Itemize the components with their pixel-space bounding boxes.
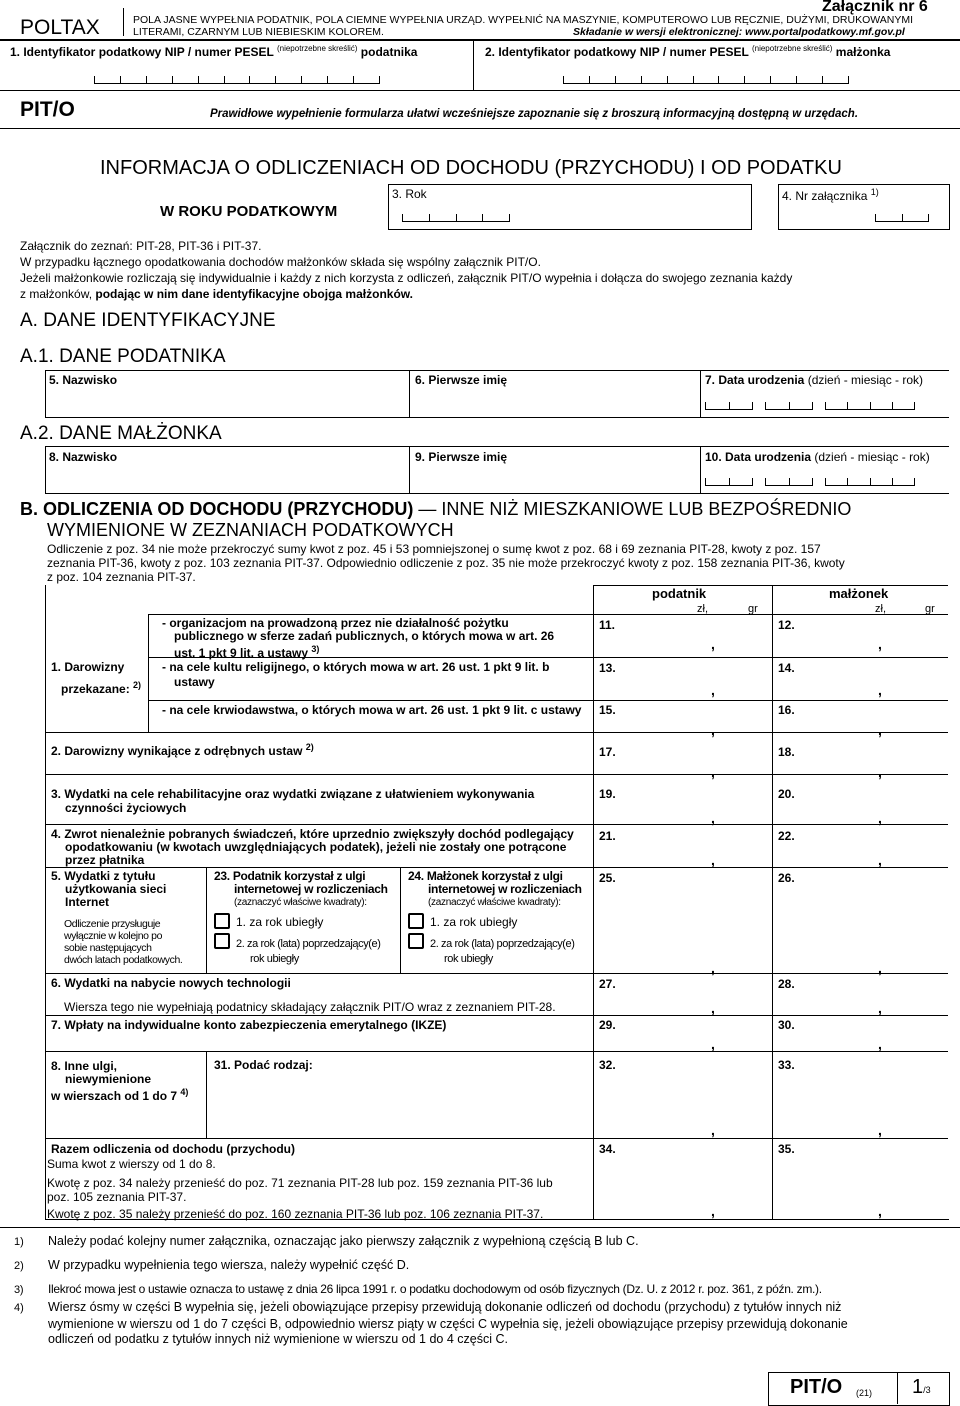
divider bbox=[148, 614, 149, 732]
rule bbox=[148, 614, 948, 615]
rule bbox=[45, 973, 948, 974]
pos-16: 16. bbox=[778, 703, 795, 717]
attachment-number: Załącznik nr 6 bbox=[822, 0, 928, 15]
pos-18: 18. bbox=[778, 745, 795, 759]
decimal-separator: , bbox=[711, 1000, 715, 1016]
pos-35: 35. bbox=[778, 1142, 795, 1156]
pos-30: 30. bbox=[778, 1018, 795, 1032]
pos-32: 32. bbox=[599, 1058, 616, 1072]
sum-title: Razem odliczenia od dochodu (przychodu) bbox=[51, 1142, 296, 1156]
sum-note-3: Kwotę z poz. 35 należy przenieść do poz. 160 zeznania PIT-36 lub poz. 106 zeznania PIT-37. bbox=[47, 1207, 544, 1221]
field-31-label: 31. Podać rodzaj: bbox=[214, 1058, 313, 1072]
divider bbox=[206, 1051, 207, 1138]
electronic-filing: Składanie w wersji elektronicznej: www.portalpodatkowy.mf.gov.pl bbox=[573, 26, 905, 38]
section-b-title-2: WYMIENIONE W ZEZNANIACH PODATKOWYCH bbox=[47, 520, 454, 540]
decimal-separator: , bbox=[711, 1036, 715, 1052]
field-3-box bbox=[388, 184, 752, 230]
footnote-2: 2) W przypadku wypełnienia tego wiersza, należy wypełnić część D. bbox=[14, 1258, 410, 1272]
pos-14: 14. bbox=[778, 661, 795, 675]
footnote-1: 1) Należy podać kolejny numer załącznika, oznaczając jako pierwszy załącznik z wypełnioną częścią B lub C. bbox=[14, 1234, 639, 1248]
decimal-separator: , bbox=[878, 764, 882, 780]
decimal-separator: , bbox=[711, 682, 715, 698]
decimal-separator: , bbox=[878, 810, 882, 826]
rule bbox=[45, 867, 948, 868]
pos-11: 11. bbox=[599, 618, 616, 632]
section-b-title: B. ODLICZENIA OD DOCHODU (PRZYCHODU) — INNE NIŻ MIESZKANIOWE LUB BEZPOŚREDNIO bbox=[20, 499, 852, 519]
field-9-label: 9. Pierwsze imię bbox=[415, 450, 508, 464]
birth-year-input[interactable] bbox=[825, 402, 915, 410]
rule bbox=[148, 700, 948, 701]
rule bbox=[45, 1138, 948, 1139]
col-divider bbox=[772, 585, 773, 1219]
birth-month-input[interactable] bbox=[765, 402, 813, 410]
field-2-input[interactable] bbox=[563, 76, 849, 84]
decimal-separator: , bbox=[878, 636, 882, 652]
divider bbox=[409, 370, 410, 417]
field-23-checkbox-1[interactable] bbox=[214, 913, 230, 929]
gr-label: gr bbox=[925, 603, 935, 615]
divider bbox=[700, 446, 701, 493]
header-instruction-1: POLA JASNE WYPEŁNIA PODATNIK, POLA CIEMNE WYPEŁNIA URZĄD. WYPEŁNIĆ NA MASZYNIE, KOMPUTEROWO LUB RĘCZNIE, DUŻYMI, DRUKOWANYMI bbox=[133, 14, 914, 26]
decimal-separator: , bbox=[711, 960, 715, 976]
decimal-separator: , bbox=[711, 722, 715, 738]
pos-13: 13. bbox=[599, 661, 616, 675]
pos-12: 12. bbox=[778, 618, 795, 632]
row-4-text: 4. Zwrot nienależnie pobranych świadczeń, które uprzednio zwiększyły dochód podlegający opodatkowaniu (w kwotach uwzględniających podatek), jeżeli nie zostały one potrącone przez płatnika bbox=[51, 827, 574, 867]
footer-form-code: PIT/O bbox=[790, 1376, 843, 1398]
divider bbox=[400, 867, 401, 973]
form-code: PIT/O bbox=[20, 98, 75, 121]
pos-33: 33. bbox=[778, 1058, 795, 1072]
zl-label: zł, bbox=[697, 603, 708, 615]
spouse-birth-month-input[interactable] bbox=[765, 478, 813, 486]
year-input[interactable] bbox=[402, 214, 510, 222]
rule bbox=[45, 824, 948, 825]
field-24-label: 24. Małżonek korzystał z ulgi internetowej w rozliczeniach (zaznaczyć właściwe kwadraty): bbox=[408, 869, 582, 908]
row-1-label: 1. Darowizny bbox=[51, 660, 125, 674]
spouse-birth-day-input[interactable] bbox=[705, 478, 753, 486]
rule bbox=[0, 1227, 960, 1228]
column-malzonek: małżonek bbox=[829, 586, 889, 601]
field-23-option-1: 1. za rok ubiegły bbox=[236, 915, 324, 929]
rule bbox=[45, 1015, 948, 1016]
divider bbox=[897, 1372, 898, 1404]
divider bbox=[700, 370, 701, 417]
poltax-label: POLTAX bbox=[20, 16, 100, 39]
field-divider bbox=[473, 40, 474, 90]
attachment-no-input[interactable] bbox=[875, 214, 929, 222]
row-8-text: 8. Inne ulgi, niewymienione w wierszach od 1 do 7 $^{4)}$ bbox=[51, 1059, 189, 1103]
field-5-label: 5. Nazwisko bbox=[49, 373, 118, 387]
pos-27: 27. bbox=[599, 977, 616, 991]
footer-version: (21) bbox=[856, 1388, 873, 1398]
sum-note-2: poz. 105 zeznania PIT-37. bbox=[47, 1190, 187, 1204]
field-1-input[interactable] bbox=[94, 76, 380, 84]
rule bbox=[593, 585, 948, 586]
divider bbox=[206, 867, 207, 973]
pos-34: 34. bbox=[599, 1142, 616, 1156]
pos-25: 25. bbox=[599, 871, 616, 885]
field-24-checkbox-1[interactable] bbox=[408, 913, 424, 929]
section-b-note-3: z poz. 104 zeznania PIT-37. bbox=[47, 570, 196, 584]
field-3-label: 3. Rok bbox=[392, 187, 427, 201]
intro-3: Jeżeli małżonkowie rozliczają się indywidualnie i każdy z nich korzysta z odliczeń, załącznik PIT/O wypełnia i dołącza do swojego zeznania każdy bbox=[20, 271, 793, 285]
row-5-note: Odliczenie przysługuje wyłącznie w kolejno po sobie następujących dwóch latach podatkowych. bbox=[64, 918, 183, 966]
footnote-4: 4) Wiersz ósmy w części B wypełnia się, jeżeli obowiązujące przepisy przewidują dokonanie odliczeń od dochodu (przychodu) z tytułów innych niż wymienione w wierszu od 1 do 7 części B, odpowiednio wiersz piąty w części C wypełnia się, jeżeli obowiązujące przepisy przewidują dokonanie odliczeń od podatku z tytułów innych niż wymienione w wierszu od 1 do 4 części C. bbox=[14, 1300, 848, 1346]
birth-day-input[interactable] bbox=[705, 402, 753, 410]
field-1-label: 1. Identyfikator podatkowy NIP / numer PESEL $^{(niepotrzebne skreślić)}$ podatnika bbox=[10, 44, 418, 59]
rule bbox=[148, 657, 948, 658]
zl-label: zł, bbox=[875, 603, 886, 615]
field-7-label: 7. Data urodzenia (dzień - miesiąc - rok) bbox=[705, 373, 924, 387]
decimal-separator: , bbox=[878, 682, 882, 698]
section-a-title: A. DANE IDENTYFIKACYJNE bbox=[20, 310, 276, 331]
section-a2-title: A.2. DANE MAŁŻONKA bbox=[20, 423, 222, 444]
row-3-text: 3. Wydatki na cele rehabilitacyjne oraz wydatki związane z ułatwieniem wykonywania czynności życiowych bbox=[51, 787, 535, 815]
pos-26: 26. bbox=[778, 871, 795, 885]
pos-20: 20. bbox=[778, 787, 795, 801]
pos-17: 17. bbox=[599, 745, 616, 759]
row-7-text: 7. Wpłaty na indywidualne konto zabezpieczenia emerytalnego (IKZE) bbox=[51, 1018, 447, 1032]
decimal-separator: , bbox=[878, 1000, 882, 1016]
field-24-option-1: 1. za rok ubiegły bbox=[430, 915, 518, 929]
pos-19: 19. bbox=[599, 787, 616, 801]
rule bbox=[45, 1051, 948, 1052]
decimal-separator: , bbox=[711, 1122, 715, 1138]
row-6-text: 6. Wydatki na nabycie nowych technologii bbox=[51, 976, 291, 990]
form-title: INFORMACJA O ODLICZENIACH OD DOCHODU (PRZYCHODU) I OD PODATKU bbox=[100, 157, 842, 179]
pos-15: 15. bbox=[599, 703, 616, 717]
form-subtitle: W ROKU PODATKOWYM bbox=[160, 203, 338, 220]
rule bbox=[45, 732, 948, 733]
intro-1: Załącznik do zeznań: PIT-28, PIT-36 i PIT-37. bbox=[20, 239, 262, 253]
field-23-checkbox-2[interactable] bbox=[214, 933, 230, 949]
header-rule bbox=[0, 39, 960, 41]
row-1a-text: - organizacjom na prowadzoną przez nie działalność pożytku publicznego w sferze zadań publicznych, o których mowa w art. 26 ust. 1 pkt 9 lit. a ustawy $^{3)}$ bbox=[162, 616, 555, 660]
intro-2: W przypadku łącznego opodatkowania dochodów małżonków składa się wspólny załącznik PIT/O. bbox=[20, 255, 541, 269]
col-divider bbox=[593, 585, 594, 1219]
decimal-separator: , bbox=[711, 1203, 715, 1219]
field-24-checkbox-2[interactable] bbox=[408, 933, 424, 949]
header-divider bbox=[123, 8, 124, 36]
field-10-label: 10. Data urodzenia (dzień - miesiąc - rok) bbox=[705, 450, 930, 464]
decimal-separator: , bbox=[878, 1036, 882, 1052]
rule bbox=[45, 774, 948, 775]
sum-subtitle: Suma kwot z wierszy od 1 do 8. bbox=[47, 1157, 216, 1171]
section-b-note-2: zeznania PIT-36, kwoty z poz. 103 zeznania PIT-37. Odpowiednio odliczenie z poz. 35 nie może przekroczyć kwoty z poz. 158 zeznania PIT-36, kwoty bbox=[47, 556, 845, 570]
decimal-separator: , bbox=[878, 960, 882, 976]
section-b-note-1: Odliczenie z poz. 34 nie może przekroczyć sumy kwot z poz. 45 i 53 pomniejszonej o sumę kwot z poz. 68 i 69 zeznania PIT-28, kwoty z poz. 157 bbox=[47, 542, 821, 556]
pos-29: 29. bbox=[599, 1018, 616, 1032]
column-podatnik: podatnik bbox=[652, 586, 707, 601]
row-2-text: 2. Darowizny wynikające z odrębnych ustaw $^{2)}$ bbox=[51, 742, 314, 758]
field-2-label: 2. Identyfikator podatkowy NIP / numer PESEL $^{(niepotrzebne skreślić)}$ małżonka bbox=[485, 44, 891, 59]
footer-page: 1/3 bbox=[912, 1376, 931, 1398]
decimal-separator: , bbox=[711, 810, 715, 826]
decimal-separator: , bbox=[878, 852, 882, 868]
field-24-option-2: 2. za rok (lata) poprzedzający(e) rok ubiegły bbox=[430, 938, 575, 965]
field-23-option-2: 2. za rok (lata) poprzedzający(e) rok ubiegły bbox=[236, 938, 381, 965]
footnote-3: 3) Ilekroć mowa jest o ustawie oznacza to ustawę z dnia 26 lipca 1991 r. o podatku dochodowym od osób fizycznych (Dz. U. z 2012 r. poz. 361, z późn. zm.). bbox=[14, 1282, 822, 1296]
decimal-separator: , bbox=[711, 852, 715, 868]
row-5-text: 5. Wydatki z tytułu użytkowania sieci Internet bbox=[51, 869, 167, 909]
row-1c-text: - na cele krwiodawstwa, o których mowa w art. 26 ust. 1 pkt 9 lit. c ustawy bbox=[162, 703, 582, 717]
rule bbox=[0, 90, 960, 91]
field-6-label: 6. Pierwsze imię bbox=[415, 373, 508, 387]
pos-22: 22. bbox=[778, 829, 795, 843]
rule bbox=[0, 128, 960, 129]
decimal-separator: , bbox=[878, 1203, 882, 1219]
row-6-note: Wiersza tego nie wypełniają podatnicy składający załącznik PIT/O wraz z zeznaniem PIT-28. bbox=[64, 1000, 556, 1014]
intro-4: z małżonków, podając w nim dane identyfikacyjne obojga małżonków. bbox=[20, 287, 413, 301]
row-1-label-b: przekazane: $^{2)}$ bbox=[61, 680, 142, 696]
divider bbox=[409, 446, 410, 493]
section-a1-title: A.1. DANE PODATNIKA bbox=[20, 346, 226, 367]
sum-note-1: Kwotę z poz. 34 należy przenieść do poz. 71 zeznania PIT-28 lub poz. 159 zeznania PIT-36 lub bbox=[47, 1176, 553, 1190]
spouse-birth-year-input[interactable] bbox=[825, 478, 915, 486]
row-1b-text: - na cele kultu religijnego, o których mowa w art. 26 ust. 1 pkt 9 lit. b ustawy bbox=[162, 660, 550, 689]
decimal-separator: , bbox=[878, 722, 882, 738]
decimal-separator: , bbox=[711, 636, 715, 652]
form-hint: Prawidłowe wypełnienie formularza ułatwi wcześniejsze zapoznanie się z broszurą informacyjną dostępną w urzędach. bbox=[210, 108, 859, 120]
header-instruction-2: LITERAMI, CZARNYM LUB NIEBIESKIM KOLOREM. bbox=[133, 26, 384, 38]
field-8-label: 8. Nazwisko bbox=[49, 450, 118, 464]
pos-28: 28. bbox=[778, 977, 795, 991]
gr-label: gr bbox=[748, 603, 758, 615]
field-23-label: 23. Podatnik korzystał z ulgi internetowej w rozliczeniach (zaznaczyć właściwe kwadraty): bbox=[214, 869, 388, 908]
field-4-label: 4. Nr załącznika $^{1)}$ bbox=[782, 187, 879, 203]
decimal-separator: , bbox=[878, 1122, 882, 1138]
decimal-separator: , bbox=[711, 764, 715, 780]
pos-21: 21. bbox=[599, 829, 616, 843]
